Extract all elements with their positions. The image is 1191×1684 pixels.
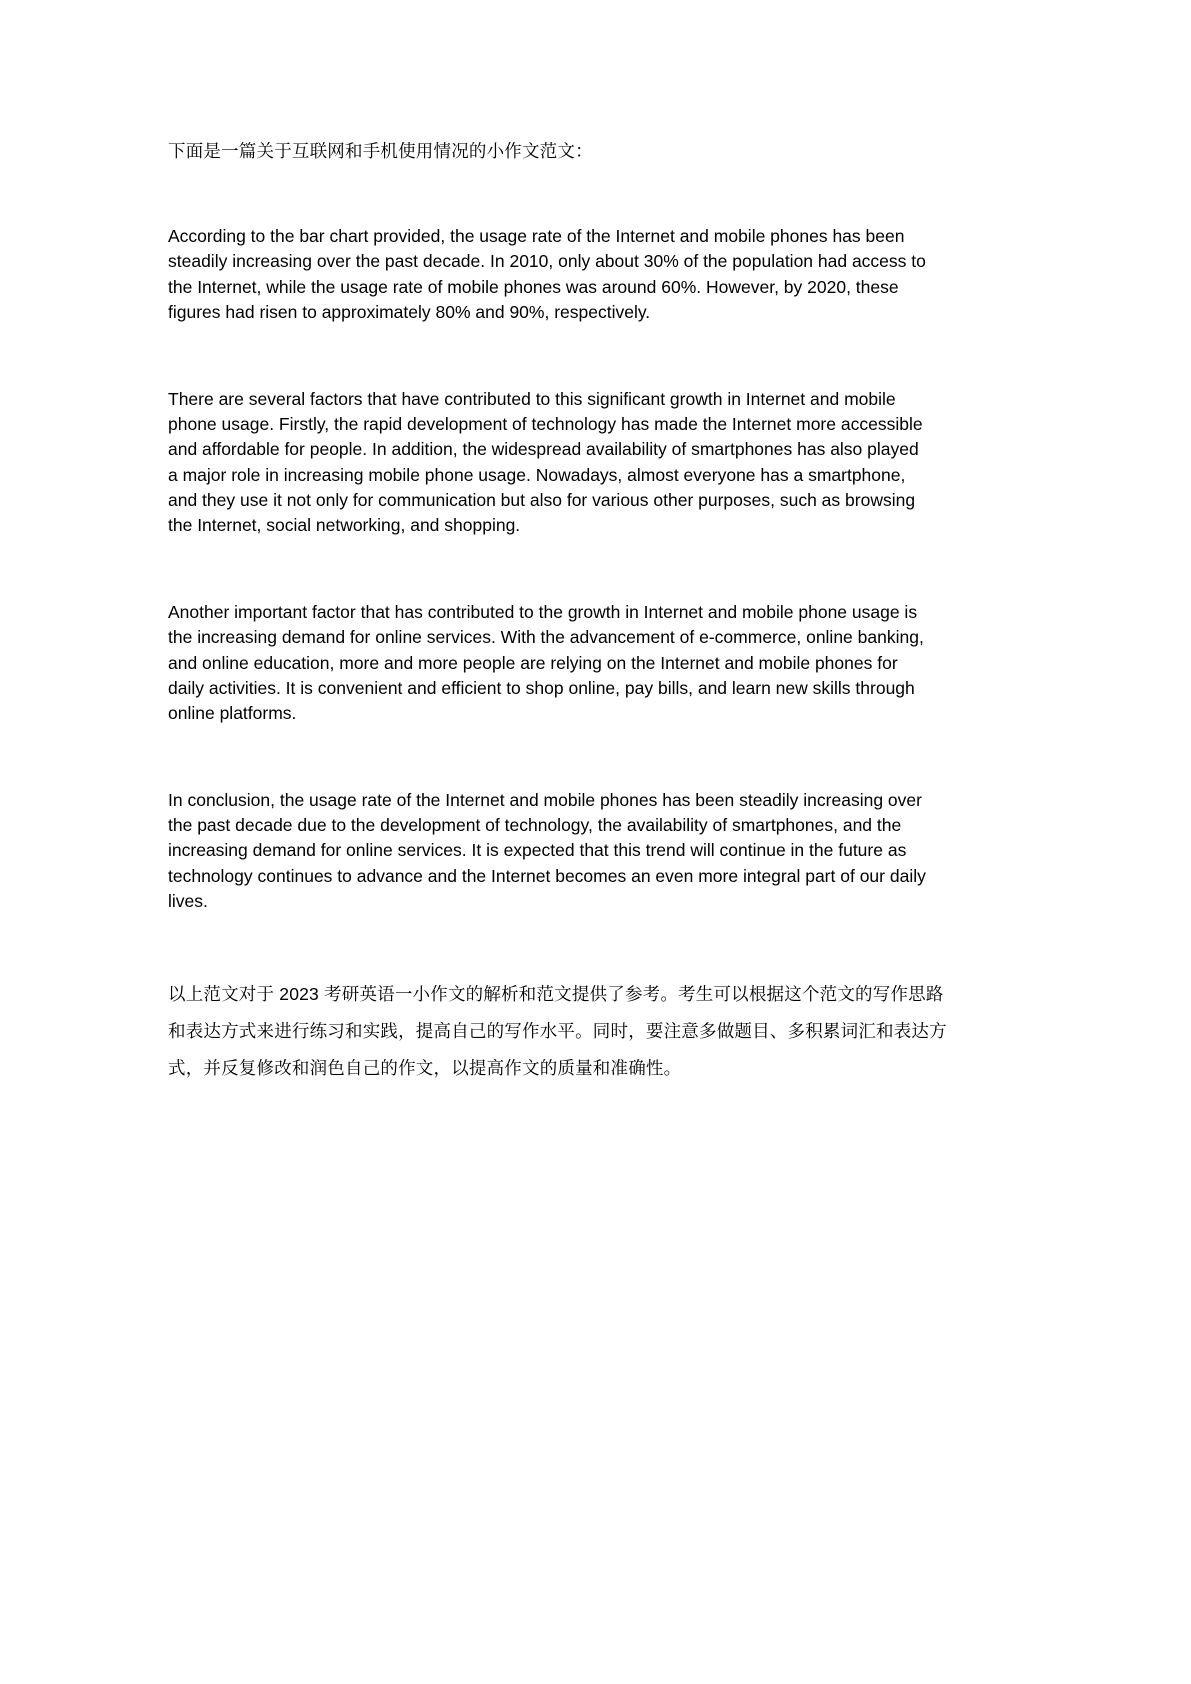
essay-paragraph-4: In conclusion, the usage rate of the Internet and mobile phones has been steadily increasing over the past decade due to the development of technology, the availability of smartphones, and the increasing demand for online services. It is expected that this trend will continue in the future as technology continues to advance and the Internet becomes an even more integral part of our daily lives. <box>168 790 926 911</box>
essay-body <box>168 224 931 914</box>
closing-paragraph: 以上范文对于 2023 考研英语一小作文的解析和范文提供了参考。考生可以根据这个范文的写作思路和表达方式来进行练习和实践，提高自己的写作水平。同时，要注意多做题目、多积累词汇和表达方式，并反复修改和润色自己的作文，以提高作文的质量和准确性。 <box>168 984 947 1079</box>
essay-paragraph-1: According to the bar chart provided, the usage rate of the Internet and mobile phones has been steadily increasing over the past decade. In 2010, only about 30% of the population had access to the Internet, while the usage rate of mobile phones was around 60%. However, by 2020, these figures had risen to approximately 80% and 90%, respectively. <box>168 226 926 322</box>
essay-paragraph-2: There are several factors that have contributed to this significant growth in Internet and mobile phone usage. Firstly, the rapid development of technology has made the Internet more accessible and affordable for people. In addition, the widespread availability of smartphones has also played a major role in increasing mobile phone usage. Nowadays, almost everyone has a smartphone, and they use it not only for communication but also for various other purposes, such as browsing the Internet, social networking, and shopping. <box>168 389 923 535</box>
intro-line: 下面是一篇关于互联网和手机使用情况的小作文范文： <box>168 141 593 161</box>
essay-paragraph-3: Another important factor that has contributed to the growth in Internet and mobile phone usage is the increasing demand for online services. With the advancement of e-commerce, online banking, and online education, more and more people are relying on the Internet and mobile phones for daily activities. It is convenient and efficient to shop online, pay bills, and learn new skills through online platforms. <box>168 602 924 723</box>
